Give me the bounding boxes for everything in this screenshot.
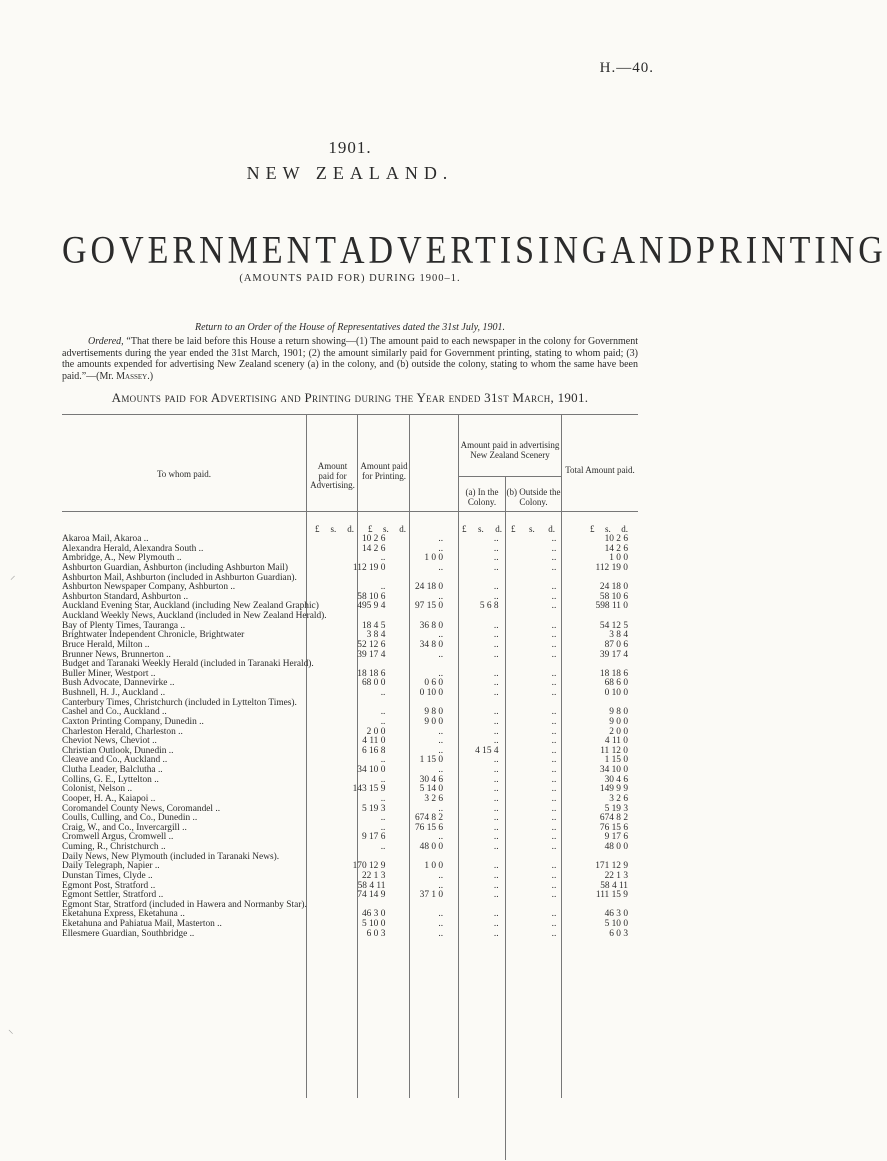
cell-tot: 39 17 4 [599,649,628,660]
payee-name: Clutha Leader, Balclutha .. [62,765,163,775]
scan-mark: ⸜ [8,1024,14,1036]
header-advertising: Amount paid for Advertising. [310,461,355,491]
cell-col: .. [493,630,499,641]
cell-adv: 2 0 0 [366,726,386,737]
cell-col: .. [493,803,499,814]
cell-col: .. [493,890,499,901]
cell-tot: 22 1 3 [604,870,628,881]
order-mover: Massey [116,370,148,382]
payee-name: Bushnell, H. J., Auckland .. [62,688,166,698]
cell-adv: 9 17 6 [361,832,386,843]
cell-prt: .. [438,765,444,775]
title-word: PRINTING [696,229,887,272]
cell-tot: 5 10 0 [604,919,628,929]
payee-name: Egmont Star, Stratford (included in Hawera and Normanby Star). [62,899,307,910]
payee-name: Brightwater Independent Chronicle, Brightwater [62,630,245,641]
cell-adv: 68 0 0 [361,678,386,689]
header-scenery: Amount paid in advertising New Zealand Scenery [460,440,560,460]
subtitle: (AMOUNTS PAID FOR) DURING 1900–1. [239,273,461,284]
payee-name: Egmont Settler, Stratford .. [62,890,164,901]
cell-tot: 171 12 9 [595,861,628,872]
payee-name: Auckland Weekly News, Auckland (included in New Zealand Herald). [62,611,327,621]
cell-prt: 34 8 0 [419,639,444,650]
cell-adv: 6 0 3 [366,928,386,939]
title-word: AND [610,229,697,272]
cell-adv: 58 10 6 [357,591,386,602]
cell-name [62,930,333,940]
payee-name: Bruce Herald, Milton .. [62,639,150,650]
cell-out: .. [551,870,557,881]
payee-name: Daily News, New Plymouth (included in Taranaki News). [62,851,280,862]
table-top-rule [62,414,638,415]
cell-out: .. [551,861,557,872]
payee-name: Cooper, H. A., Kaiapoi .. [62,793,156,804]
currency-header: £ s. d. [590,524,628,534]
payee-name: Collins, G. E., Lyttelton .. [62,774,159,785]
cell-tot: 76 15 6 [599,822,628,833]
cell-out: .. [551,562,557,573]
payee-name: Coulls, Culling, and Co., Dunedin .. [62,813,198,824]
cell-tot: 14 2 6 [604,543,628,554]
payee-name: Brunner News, Brunnerton .. [62,649,171,660]
cell-prt: 3 2 6 [424,793,444,804]
cell-adv: 3 8 4 [366,630,386,641]
cell-tot: 11 12 0 [600,745,628,756]
country-heading: NEW ZEALAND. [246,163,454,183]
cell-adv: 10 2 6 [361,534,386,544]
cell-prt: 1 0 0 [424,553,444,564]
cell-col: .. [493,784,499,795]
cell-out: .. [551,803,557,814]
cell-out: .. [551,784,557,795]
cell-tot: 58 10 6 [599,591,628,602]
cell-tot: 30 4 6 [604,774,628,785]
cell-prt: 36 8 0 [419,620,444,631]
payee-name: Daily Telegraph, Napier .. [62,861,160,872]
main-title [62,229,887,273]
cell-adv: 5 19 3 [361,803,386,814]
cell-tot: 0 10 0 [604,688,628,698]
cell-col: .. [493,534,499,544]
cell-out: .. [551,620,557,631]
cell-prt: .. [438,870,444,881]
cell-prt: .. [438,630,444,641]
cell-prt: .. [438,928,444,939]
cell-adv: 74 14 9 [357,890,386,901]
cell-prt: 0 10 0 [419,688,444,698]
payee-name: Eketahuna and Pahiatua Mail, Masterton .. [62,919,222,929]
payee-name: Charleston Herald, Charleston .. [62,726,183,737]
cell-out: .. [551,765,557,775]
cell-out: .. [551,890,557,901]
cell-tot: 10 2 6 [604,534,628,544]
cell-prt: 674 8 2 [414,813,444,824]
payee-name: Ashburton Guardian, Ashburton (including Ashburton Mail) [62,562,289,573]
cell-col: .. [493,774,499,785]
cell-col: .. [493,688,499,698]
currency-header: £ s. d. [315,524,354,534]
cell-col: .. [493,736,499,747]
cell-prt: .. [438,832,444,843]
cell-prt: .. [438,534,444,544]
cell-col: .. [493,668,499,679]
cell-tot: 9 0 0 [609,716,628,727]
cell-col: .. [493,793,499,804]
cell-prt: 97 15 0 [414,601,444,612]
header-outside-colony: (b) Outside the Colony. [506,487,561,507]
cell-out: .. [551,716,557,727]
cell-tot: 6 0 3 [609,928,628,939]
cell-prt: .. [438,726,444,737]
cell-adv: .. [380,716,386,727]
cell-tot: 54 12 5 [599,620,628,631]
cell-out: .. [551,543,557,554]
cell-prt: 76 15 6 [414,822,444,833]
payee-name: Bay of Plenty Times, Tauranga .. [62,620,186,631]
cell-tot: 3 2 6 [609,793,628,804]
payee-name: Dunstan Times, Clyde .. [62,870,153,881]
payee-name: Auckland Evening Star, Auckland (including New Zealand Graphic) [62,601,319,612]
cell-out: .. [551,553,557,564]
cell-col: .. [493,726,499,737]
payee-name: Buller Miner, Westport .. [62,668,156,679]
cell-adv: .. [380,842,386,852]
cell-tot: 1 15 0 [604,755,628,766]
cell-adv: .. [380,582,386,593]
cell-tot: 111 15 9 [595,890,628,901]
cell-adv: 4 11 0 [362,736,386,747]
cell-prt: 5 14 0 [419,784,444,795]
cell-prt: .. [438,736,444,747]
cell-out: .. [551,668,557,679]
cell-out: .. [551,919,557,929]
cell-prt: .. [438,909,444,920]
cell-prt: .. [438,919,444,929]
payee-name: Ashburton Standard, Ashburton .. [62,591,189,602]
order-text: “That there be laid before this House a return showing—(1) The amount paid to each newspaper in the colony for Government advertisements during the year ended the 31st March, 1901; (2) the amount similarly paid for Government printing, stating to whom paid; (3) the amounts expended for advertising New Zealand scenery (a) in the colony, and (b) outside the colony, stating to whom the same have been paid.”—(Mr. [62,336,639,382]
cell-tot: 87 0 6 [604,639,628,650]
currency-header: £ s. d. [511,524,555,534]
cell-tot: 34 10 0 [599,765,628,775]
cell-col: .. [493,553,499,564]
cell-prt: 30 4 6 [419,774,444,785]
payee-name: Akaroa Mail, Akaroa .. [62,534,149,544]
payee-name: Ambridge, A., New Plymouth .. [62,553,182,564]
cell-adv: 18 18 6 [357,668,386,679]
cell-adv: 5 10 0 [361,919,386,929]
cell-prt: .. [438,543,444,554]
payee-name: Cleave and Co., Auckland .. [62,755,168,766]
cell-col: .. [493,919,499,929]
header-total: Total Amount paid. [565,465,635,475]
cell-col: .. [493,591,499,602]
cell-prt: 1 0 0 [424,861,444,872]
cell-adv: 22 1 3 [361,870,386,881]
cell-col: .. [493,880,499,891]
cell-adv: .. [380,774,386,785]
cell-prt: .. [438,562,444,573]
cell-tot: 9 8 0 [609,707,628,718]
payee-name: Craig, W., and Co., Invercargill .. [62,822,187,833]
cell-col: .. [493,755,499,766]
cell-out: .. [551,813,557,824]
cell-out: .. [551,707,557,718]
paper-reference: H.—40. [599,60,654,76]
cell-col: .. [493,678,499,689]
payee-name: Eketahuna Express, Eketahuna .. [62,909,185,920]
payee-name: Ashburton Mail, Ashburton (included in Ashburton Guardian). [62,572,297,583]
document-year: 1901. [328,138,372,157]
header-to-whom: To whom paid. [156,469,212,479]
scan-mark: ⸝ [10,570,16,582]
cell-col: .. [493,870,499,881]
cell-out: .. [551,688,557,698]
cell-adv: 58 4 11 [357,880,386,891]
header-in-colony: (a) In the Colony. [465,487,499,507]
cell-prt: 9 8 0 [424,707,444,718]
cell-col: .. [493,765,499,775]
cell-out: .. [551,678,557,689]
cell-prt: 24 18 0 [414,582,444,593]
payee-name: Caxton Printing Company, Dunedin .. [62,716,204,727]
subheader-rule [458,476,561,477]
cell-adv: .. [380,553,386,564]
payee-name: Egmont Post, Stratford .. [62,880,156,891]
cell-adv: 18 4 5 [361,620,386,631]
payee-name: Budget and Taranaki Weekly Herald (included in Taranaki Herald). [62,659,314,670]
cell-out: .. [551,601,557,612]
payee-name: Alexandra Herald, Alexandra South .. [62,543,204,554]
order-lead: Ordered, [88,336,124,347]
cell-adv: 46 3 0 [361,909,386,920]
cell-adv: 143 15 9 [352,784,386,795]
cell-adv: 39 17 4 [357,649,386,660]
cell-out: .. [551,745,557,756]
cell-col: .. [493,582,499,593]
cell-out: .. [551,755,557,766]
cell-out: .. [551,639,557,650]
return-order-line: Return to an Order of the House of Representatives dated the 31st July, 1901. [194,322,506,333]
cell-out: .. [551,582,557,593]
currency-header: £ s. d. [368,524,406,534]
payee-name: Colonist, Nelson .. [62,784,133,795]
cell-col: .. [493,620,499,631]
payee-name: Cromwell Argus, Cromwell .. [62,832,174,843]
title-word: ADVERTISING [339,229,611,272]
cell-tot: 112 19 0 [595,562,628,573]
cell-col: .. [493,562,499,573]
cell-tot: 48 0 0 [604,842,628,852]
cell-col: .. [493,649,499,660]
header-printing: Amount paid for Printing. [360,461,408,481]
cell-out: .. [551,832,557,843]
cell-col: .. [493,716,499,727]
cell-tot: 9 17 6 [604,832,628,843]
order-paragraph [62,336,638,382]
cell-col: .. [493,813,499,824]
cell-tot: 3 8 4 [609,630,628,641]
cell-col: .. [493,842,499,852]
cell-adv: .. [380,755,386,766]
cell-adv: 14 2 6 [361,543,386,554]
cell-prt: 1 15 0 [419,755,444,766]
cell-tot: 2 0 0 [609,726,628,737]
cell-tot: 149 9 9 [599,784,628,795]
cell-out: .. [551,928,557,939]
cell-tot: 24 18 0 [599,582,628,593]
cell-out: .. [551,736,557,747]
cell-tot: 18 18 6 [599,668,628,679]
cell-adv: .. [380,707,386,718]
cell-out: .. [551,822,557,833]
cell-prt: 48 0 0 [419,842,444,852]
cell-col: .. [493,822,499,833]
cell-col: 4 15 4 [475,745,499,756]
payments-table-body [62,535,638,939]
cell-out: .. [551,880,557,891]
payee-name: Canterbury Times, Christchurch (included in Lyttelton Times). [62,697,297,708]
cell-prt: 37 1 0 [419,890,444,901]
cell-adv: 34 10 0 [357,765,386,775]
payee-name: Cuming, R., Christchurch .. [62,842,166,852]
cell-tot: 4 11 0 [604,736,628,747]
payee-name: Coromandel County News, Coromandel .. [62,803,221,814]
title-word: GOVERNMENT [62,229,340,272]
cell-col: .. [493,909,499,920]
cell-col: .. [493,639,499,650]
cell-out: .. [551,842,557,852]
cell-adv: 6 16 8 [361,745,386,756]
cell-col: .. [493,928,499,939]
cell-prt: 9 0 0 [424,716,444,727]
cell-adv: 170 12 9 [352,861,386,872]
cell-adv: 112 19 0 [352,562,386,573]
cell-out: .. [551,630,557,641]
cell-adv: 52 12 6 [357,639,386,650]
cell-tot: 598 11 0 [595,601,628,612]
cell-out: .. [551,534,557,544]
cell-prt: 0 6 0 [424,678,444,689]
section-heading: Amounts paid for Advertising and Printing during the Year ended 31st March, 1901. [111,390,589,405]
cell-prt: .. [438,668,444,679]
cell-out: .. [551,591,557,602]
cell-prt: .. [438,803,444,814]
cell-prt: .. [438,880,444,891]
table-row [62,930,638,940]
cell-out: .. [551,649,557,660]
cell-col: 5 6 8 [479,601,499,612]
cell-tot: 674 8 2 [599,813,628,824]
cell-adv: .. [380,793,386,804]
header-bottom-rule [62,511,638,512]
cell-prt: .. [438,745,444,756]
payee-name: Bush Advocate, Dannevirke .. [62,678,175,689]
cell-adv: 495 9 4 [357,601,386,612]
cell-out: .. [551,726,557,737]
payee-name: Cheviot News, Cheviot .. [62,736,157,747]
cell-tot: 58 4 11 [600,880,628,891]
cell-tot: 68 6 0 [604,678,628,689]
cell-adv: .. [380,822,386,833]
payee-name: Ashburton Newspaper Company, Ashburton .. [62,582,236,593]
cell-prt: .. [438,591,444,602]
cell-col: .. [493,861,499,872]
order-tail: .) [147,370,154,382]
cell-out: .. [551,774,557,785]
currency-header: £ s. d. [462,524,502,534]
cell-adv: .. [380,688,386,698]
cell-col: .. [493,707,499,718]
cell-adv: .. [380,813,386,824]
cell-out: .. [551,793,557,804]
cell-prt: .. [438,649,444,660]
cell-col: .. [493,832,499,843]
payee-name: Christian Outlook, Dunedin .. [62,745,174,756]
payee-name: Ellesmere Guardian, Southbridge .. [62,928,195,939]
cell-tot: 46 3 0 [604,909,628,920]
payments-table [62,535,638,939]
cell-out: .. [551,909,557,920]
cell-tot: 1 0 0 [609,553,628,564]
payee-name: Cashel and Co., Auckland .. [62,707,167,718]
cell-tot: 5 19 3 [604,803,628,814]
cell-col: .. [493,543,499,554]
